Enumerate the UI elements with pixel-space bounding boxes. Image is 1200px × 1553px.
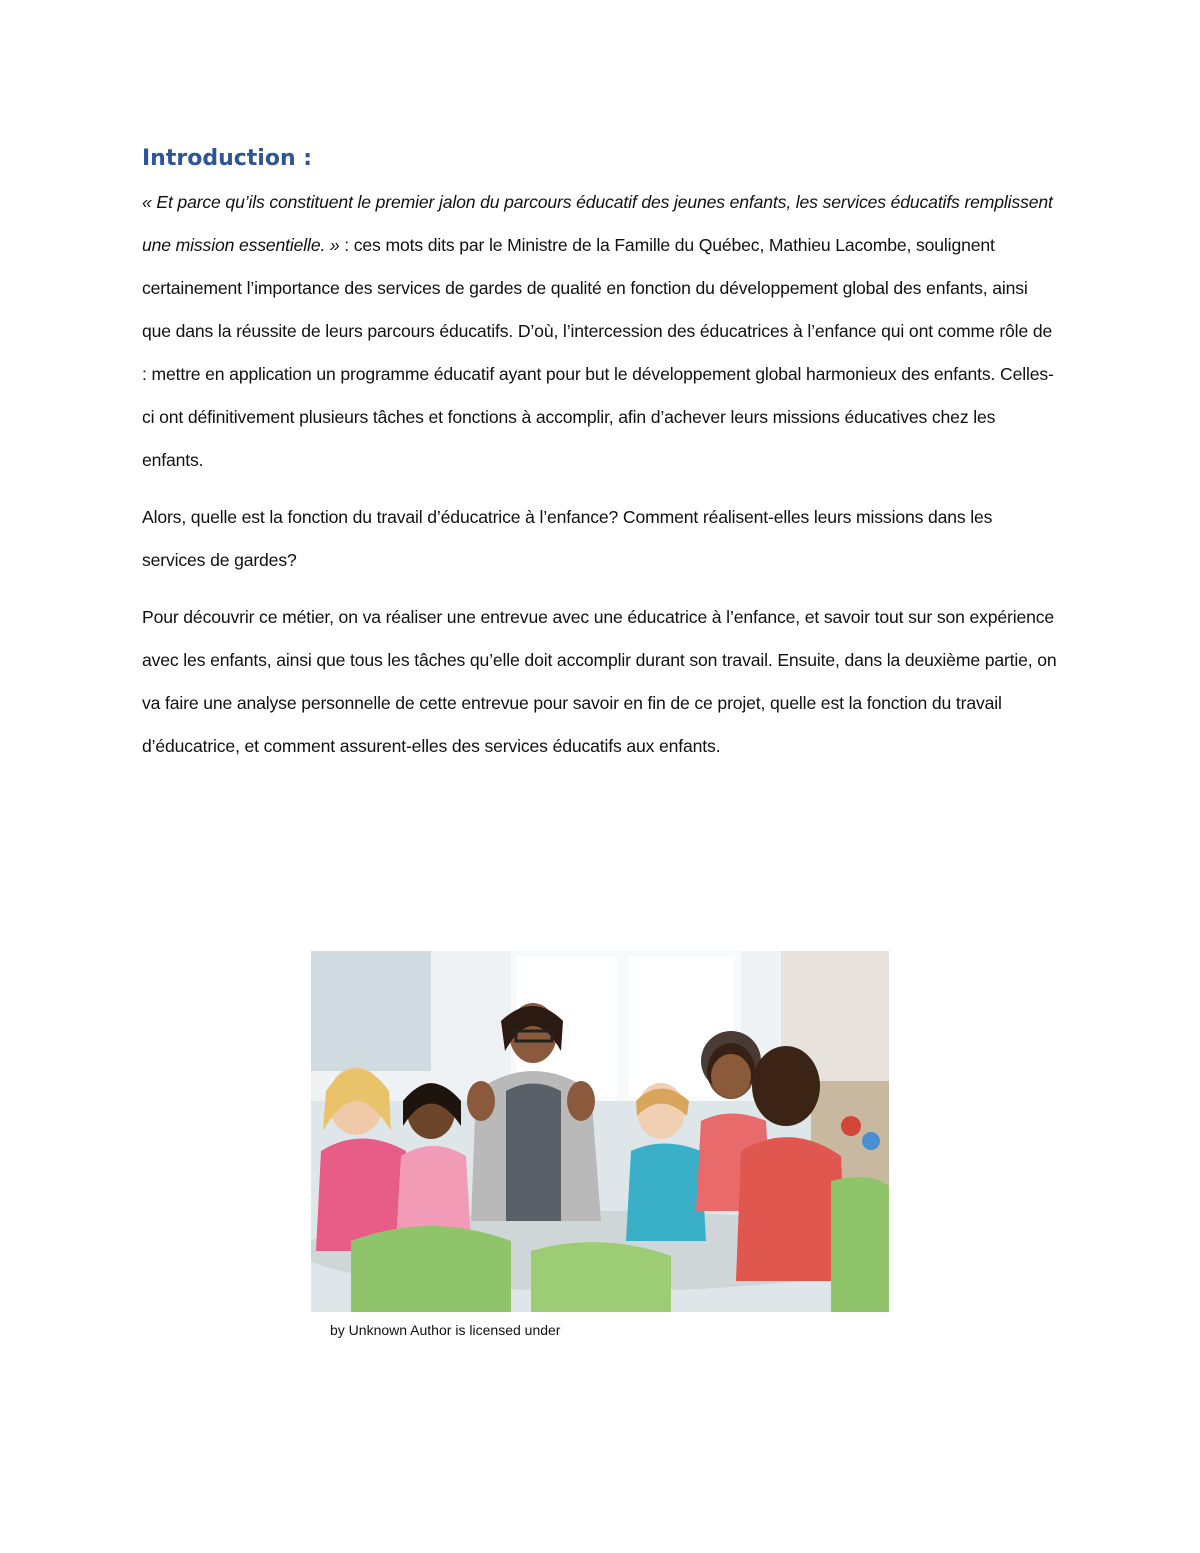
document-body [142, 143, 1057, 768]
image-caption [330, 1322, 560, 1338]
classroom-photo [311, 951, 889, 1312]
intro-paragraph-text: : ces mots dits par le Ministre de la Famille du Québec, Mathieu Lacombe, soulignent certainement l’importance des services de gardes de qualité en fonction du développement global des enfants, ainsi que dans la réussite de leurs parcours éducatifs. D’où, l’intercession des éducatrices à l’enfance qui ont comme rôle de : mettre en application un programme éducatif ayant pour but le développement global harmonieux des enfants. Celles-ci ont définitivement plusieurs tâches et fonctions à accomplir, afin d’achever leurs missions éducatives chez les enfants. [142, 235, 1054, 470]
caption-author: by Unknown Author [330, 1322, 452, 1338]
intro-paragraph [142, 181, 1057, 482]
question-paragraph: Alors, quelle est la fonction du travail d’éducatrice à l’enfance? Comment réalisent-elles leurs missions dans les services de gardes? [142, 507, 993, 570]
caption-license: is licensed under [455, 1322, 561, 1338]
introduction-heading: Introduction : [142, 146, 313, 171]
plan-paragraph: Pour découvrir ce métier, on va réaliser une entrevue avec une éducatrice à l’enfance, et savoir tout sur son expérience avec les enfants, ainsi que tous les tâches qu’elle doit accomplir durant son travail. Ensuite, dans la deuxième partie, on va faire une analyse personnelle de cette entrevue pour savoir en fin de ce projet, quelle est la fonction du travail d’éducatrice, et comment assurent-elles des services éducatifs aux enfants. [142, 607, 1057, 756]
minister-quote: « Et parce qu’ils constituent le premier jalon du parcours éducatif des jeunes enfants, les services éducatifs remplissent une mission essentielle. » [142, 192, 1053, 255]
